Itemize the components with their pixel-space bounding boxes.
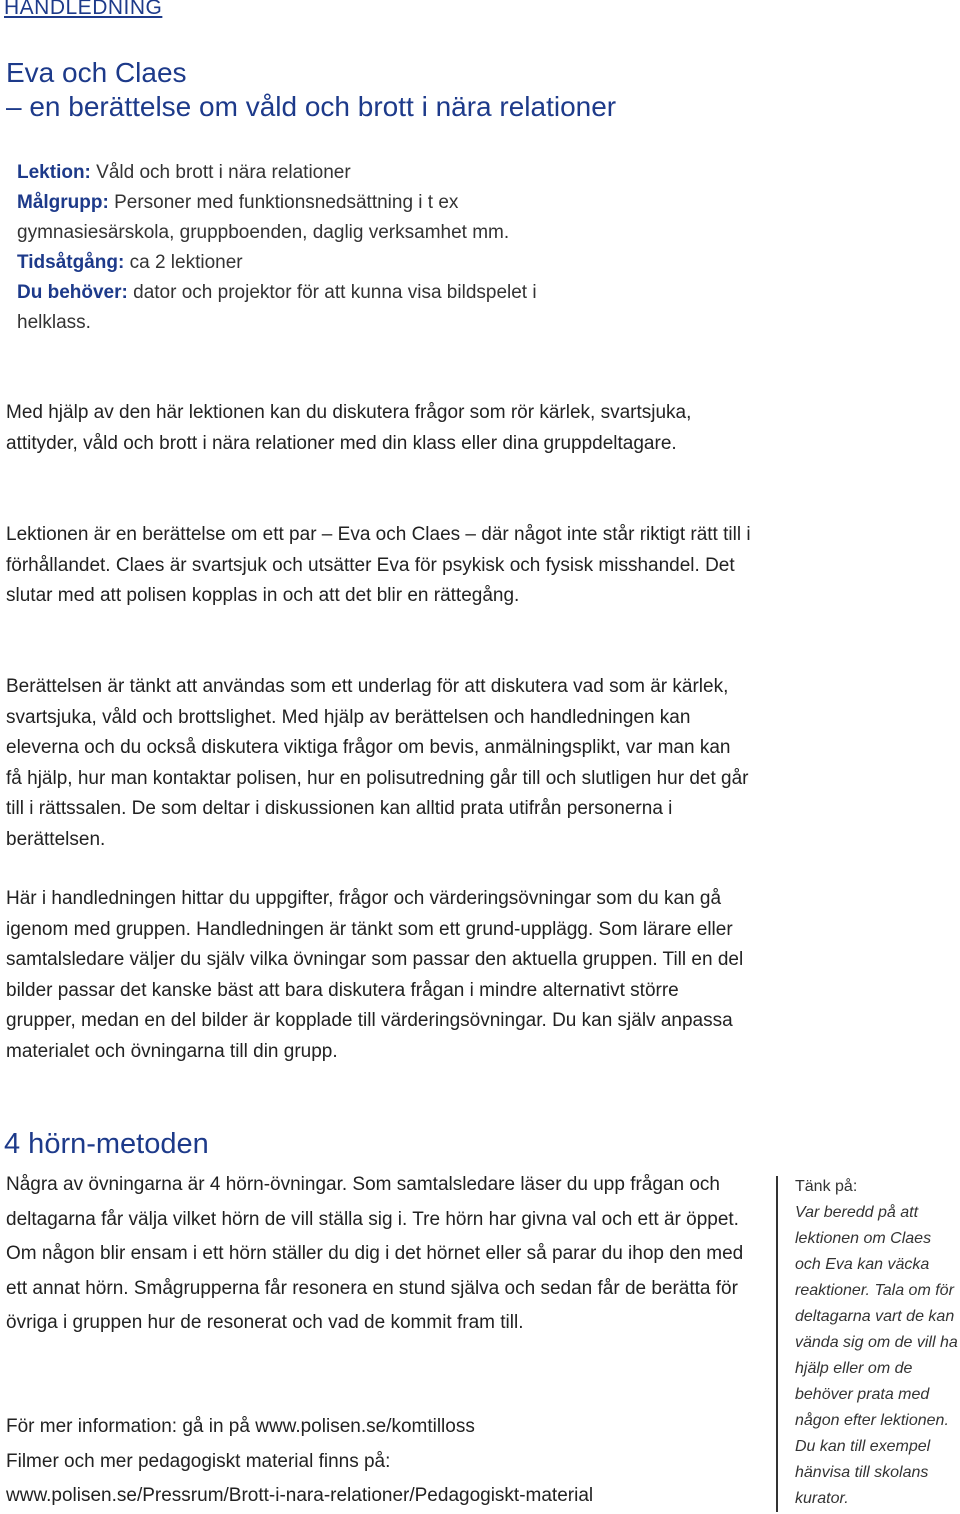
page-title xyxy=(6,56,616,124)
meta-tid-value: ca 2 lektioner xyxy=(124,252,243,273)
lesson-meta xyxy=(17,158,577,338)
meta-malgrupp-value: Personer med funktionsnedsättning i t ex gymnasiesärskola, gruppboenden, daglig verksamhet mm. xyxy=(17,192,510,243)
section-heading: 4 hörn-metoden xyxy=(4,1128,209,1160)
info-line-3: www.polisen.se/Pressrum/Brott-i-nara-relationer/Pedagogiskt-material xyxy=(6,1485,594,1506)
meta-malgrupp-label: Målgrupp: xyxy=(17,192,109,213)
meta-behover-label: Du behöver: xyxy=(17,282,128,303)
intro-paragraph: Med hjälp av den här lektionen kan du diskutera frågor som rör kärlek, svartsjuka, attityder, våld och brott i nära relationer med din klass eller dina gruppdeltagare. xyxy=(6,402,692,454)
title-line-2: – en berättelse om våld och brott i nära relationer xyxy=(6,91,617,122)
meta-tid xyxy=(17,248,577,278)
purpose-paragraph: Berättelsen är tänkt att användas som ett underlag för att diskutera vad som är kärlek, svartsjuka, våld och brottslighet. Med hjälp av berättelsen och handledningen kan eleverna och du också diskutera viktiga frågor om bevis, anmälningsplikt, var man kan få hjälp, hur man kontaktar polisen, hur en polisutredning går till och slutligen hur det går till i rättssalen. De som deltar i diskussionen kan alltid prata utifrån personerna i berättelsen. xyxy=(6,676,749,850)
sidebar-note xyxy=(795,1174,960,1512)
meta-lektion-label: Lektion: xyxy=(17,162,91,183)
info-line-1: För mer information: gå in på www.polisen.se/komtilloss xyxy=(6,1416,475,1437)
section-body: Några av övningarna är 4 hörn-övningar. Som samtalsledare läser du upp frågan och deltagarna får välja vilket hörn de vill ställa sig i. Tre hörn har givna val och ett är öppet. Om någon blir ensam i ett hörn ställer du dig i det hörnet eller så parar du ihop den med ett annat hörn. Smågrupperna får resonera en stund själva och sedan får de berätta för övriga i gruppen hur de resonerat och vad de kommit fram till. xyxy=(6,1174,744,1333)
sidebar-heading: Tänk på: xyxy=(795,1178,858,1195)
story-paragraph: Lektionen är en berättelse om ett par – Eva och Claes – där något inte står riktigt rätt till i förhållandet. Claes är svartsjuk och utsätter Eva för psykisk och fysisk misshandel. Det slutar med att polisen kopplas in och att det blir en rättegång. xyxy=(6,524,751,606)
meta-behover xyxy=(17,278,577,338)
title-line-1: Eva och Claes xyxy=(6,57,187,88)
meta-malgrupp xyxy=(17,188,577,248)
info-line-2: Filmer och mer pedagogiskt material finns på: xyxy=(6,1450,391,1472)
sidebar-text: Var beredd på att lektionen om Claes och Eva kan väcka reaktioner. Tala om för deltagarna vart de kan vända sig om de vill ha hjälp eller om de behöver prata med någon efter lektionen. Du kan till exempel hänvisa till skolans kurator. xyxy=(795,1204,958,1507)
document-type-label: HANDLEDNING xyxy=(4,0,163,19)
info-block xyxy=(6,1410,766,1514)
sidebar-divider xyxy=(776,1176,778,1512)
guide-paragraph: Här i handledningen hittar du uppgifter, frågor och värderingsövningar som du kan gå igenom med gruppen. Handledningen är tänkt som ett grund-upplägg. Som lärare eller samtalsledare väljer du själv vilka övningar som passar den aktuella gruppen. Till en del bilder passar det kanske bäst att bara diskutera frågan i mindre alternativt större grupper, medan en del bilder är kopplade till värderingsövningar. Du kan själv anpassa materialet och övningarna till din grupp. xyxy=(6,888,744,1062)
meta-tid-label: Tidsåtgång: xyxy=(17,252,125,273)
meta-lektion-value: Våld och brott i nära relationer xyxy=(90,162,351,183)
meta-behover-value: dator och projektor för att kunna visa bildspelet i helklass. xyxy=(17,282,537,333)
meta-lektion xyxy=(17,158,577,188)
